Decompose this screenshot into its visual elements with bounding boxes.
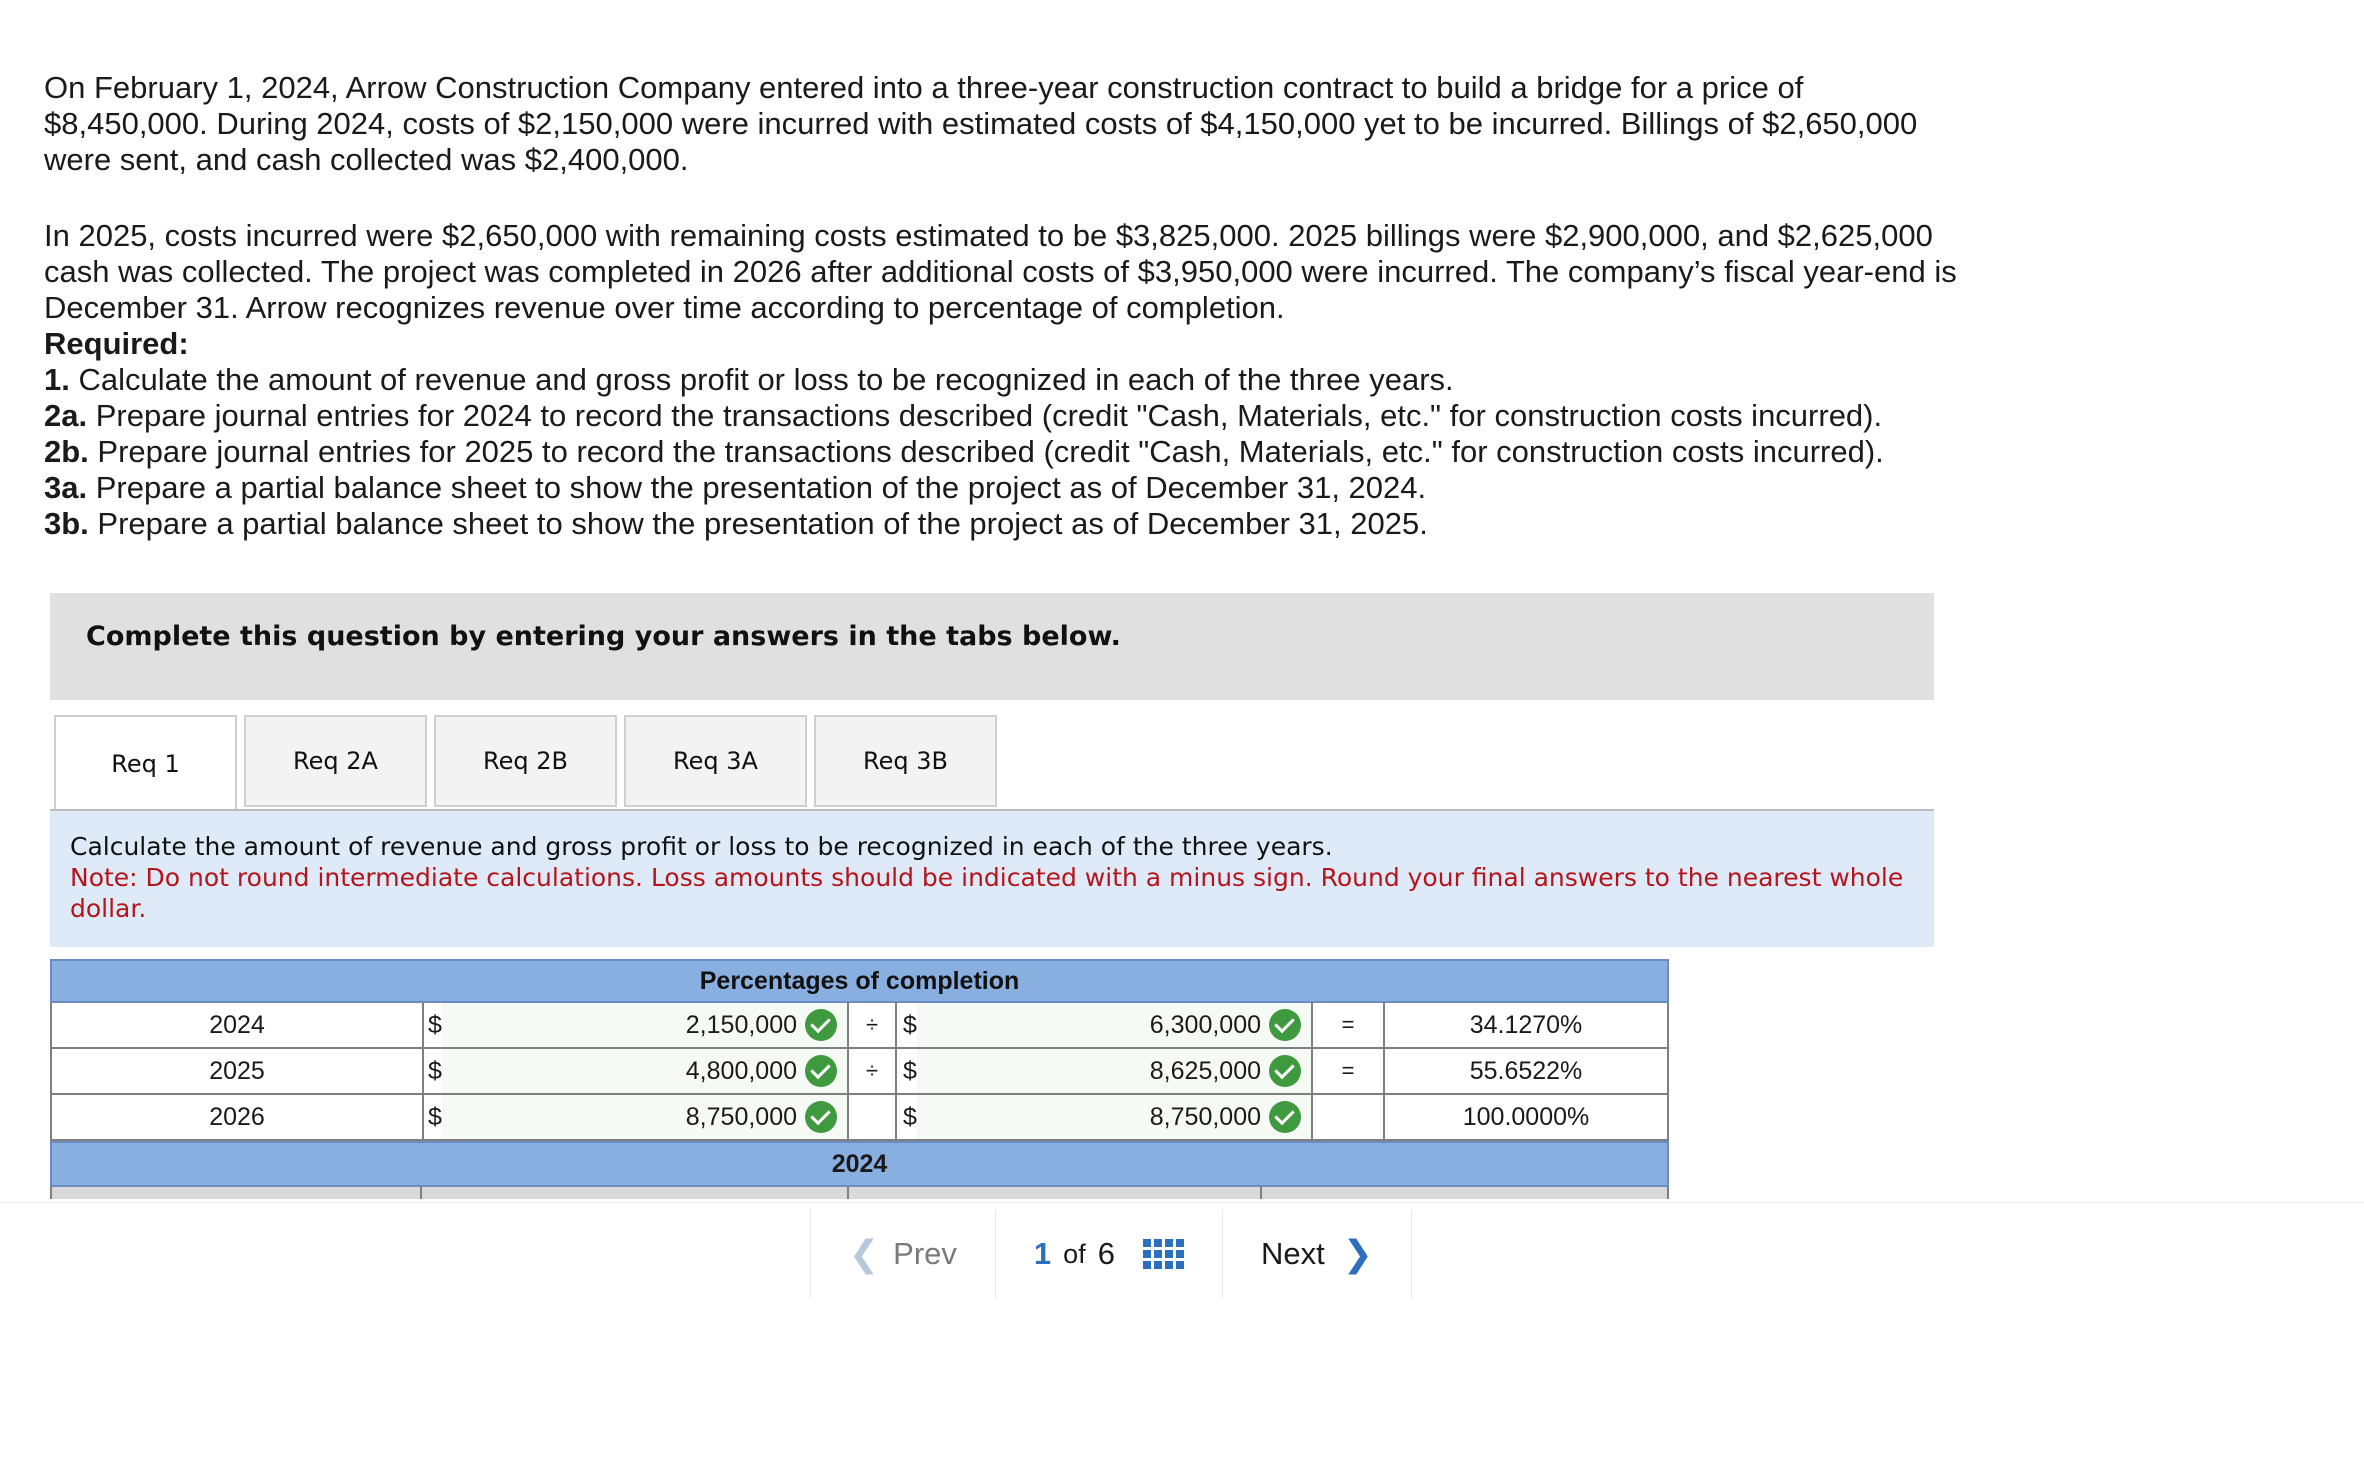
req-tabs [54, 715, 1934, 810]
year-label: 2026 [209, 1102, 265, 1131]
percent-complete-value: 55.6522% [1469, 1056, 1583, 1085]
tab-req-3a[interactable]: Req 3A [624, 715, 807, 807]
prev-button[interactable] [810, 1210, 995, 1298]
currency-symbol: $ [903, 1056, 917, 1085]
currency-symbol: $ [422, 1003, 440, 1047]
divide-operator [849, 1095, 897, 1139]
table-row [50, 1003, 1669, 1049]
current-page: 1 [1033, 1236, 1052, 1271]
check-circle-icon [1269, 1101, 1301, 1133]
check-circle-icon [805, 1101, 837, 1133]
percent-complete-value: 100.0000% [1462, 1102, 1590, 1131]
footer-divider [0, 1202, 2364, 1203]
table-header: Percentages of completion [50, 959, 1669, 1003]
problem-para-1: On February 1, 2024, Arrow Construction Company entered into a three-year construction contract to build a bridge for a price of $8,450,000. During 2024, costs of $2,150,000 were incurred with estimated costs of $4,150,000 yet to be incurred. Billings of $2,650,000 were sent, and cash collected was $2,400,000. [44, 70, 1918, 177]
required-item: 2b. Prepare journal entries for 2025 to record the transactions described (credit "Cash, Materials, etc." for construction costs incurred). [44, 434, 1884, 469]
percent-complete-value: 34.1270% [1469, 1010, 1583, 1039]
required-label: Required: [44, 326, 189, 361]
required-item: 1. Calculate the amount of revenue and gross profit or loss to be recognized in each of the three years. [44, 362, 1454, 397]
check-circle-icon [805, 1009, 837, 1041]
required-item: 2a. Prepare journal entries for 2024 to record the transactions described (credit "Cash, Materials, etc." for construction costs incurred). [44, 398, 1883, 433]
chevron-left-icon: ❮ [849, 1233, 880, 1274]
note-warning: Note: Do not round intermediate calculations. Loss amounts should be indicated with a minus sign. Round your final answers to the nearest whole dollar. [70, 863, 1904, 923]
table-row [50, 1095, 1669, 1141]
divide-operator: ÷ [849, 1003, 897, 1047]
completion-table [50, 959, 1669, 1199]
tab-req-2a[interactable]: Req 2A [244, 715, 427, 807]
equals-operator: = [1313, 1003, 1385, 1047]
divide-operator: ÷ [849, 1049, 897, 1093]
prev-label: Prev [893, 1236, 957, 1271]
currency-symbol: $ [422, 1049, 440, 1093]
problem-statement [44, 70, 1964, 542]
chevron-right-icon: ❯ [1342, 1233, 1373, 1274]
tab-req-3b[interactable]: Req 3B [814, 715, 997, 807]
required-item: 3a. Prepare a partial balance sheet to show the presentation of the project as of December 31, 2024. [44, 470, 1427, 505]
grid-icon[interactable] [1143, 1239, 1184, 1269]
question-note [50, 811, 1934, 947]
currency-symbol: $ [903, 1102, 917, 1131]
total-estimated-cost-input[interactable]: 6,300,000 [917, 1003, 1313, 1047]
pagination [810, 1210, 1412, 1298]
problem-para-2: In 2025, costs incurred were $2,650,000 with remaining costs estimated to be $3,825,000. 2025 billings were $2,900,000, and $2,625,000 cash was collected. The project was completed in 2026 after additional costs of $3,950,000 were incurred. The company’s fiscal year-end is December 31. Arrow recognizes revenue over time according to percentage of completion. [44, 218, 1957, 325]
year-subheader: 2024 [50, 1141, 1669, 1187]
check-circle-icon [1269, 1055, 1301, 1087]
currency-symbol: $ [422, 1095, 440, 1139]
costs-to-date-input[interactable]: 8,750,000 [442, 1095, 849, 1139]
year-label: 2024 [209, 1010, 265, 1039]
costs-to-date-input[interactable]: 4,800,000 [442, 1049, 849, 1093]
page-of-label: of [1063, 1238, 1086, 1269]
next-label: Next [1260, 1236, 1325, 1271]
table-row [50, 1049, 1669, 1095]
page-indicator[interactable] [995, 1210, 1222, 1298]
tab-req-1[interactable]: Req 1 [54, 715, 237, 811]
check-circle-icon [1269, 1009, 1301, 1041]
instruction-banner [50, 593, 1934, 700]
total-pages: 6 [1097, 1236, 1115, 1271]
total-estimated-cost-input[interactable]: 8,750,000 [917, 1095, 1313, 1139]
next-button[interactable] [1222, 1210, 1412, 1298]
costs-to-date-input[interactable]: 2,150,000 [442, 1003, 849, 1047]
equals-operator: = [1313, 1049, 1385, 1093]
instruction-text: Complete this question by entering your answers in the tabs below. [86, 621, 1121, 652]
total-estimated-cost-input[interactable]: 8,625,000 [917, 1049, 1313, 1093]
tab-req-2b[interactable]: Req 2B [434, 715, 617, 807]
currency-symbol: $ [903, 1010, 917, 1039]
required-item: 3b. Prepare a partial balance sheet to show the presentation of the project as of December 31, 2025. [44, 506, 1428, 541]
check-circle-icon [805, 1055, 837, 1087]
question-text: Calculate the amount of revenue and gross profit or loss to be recognized in each of the three years. [70, 832, 1333, 861]
year-label: 2025 [209, 1056, 265, 1085]
table-row-partial [50, 1187, 1669, 1199]
equals-operator [1313, 1095, 1385, 1139]
